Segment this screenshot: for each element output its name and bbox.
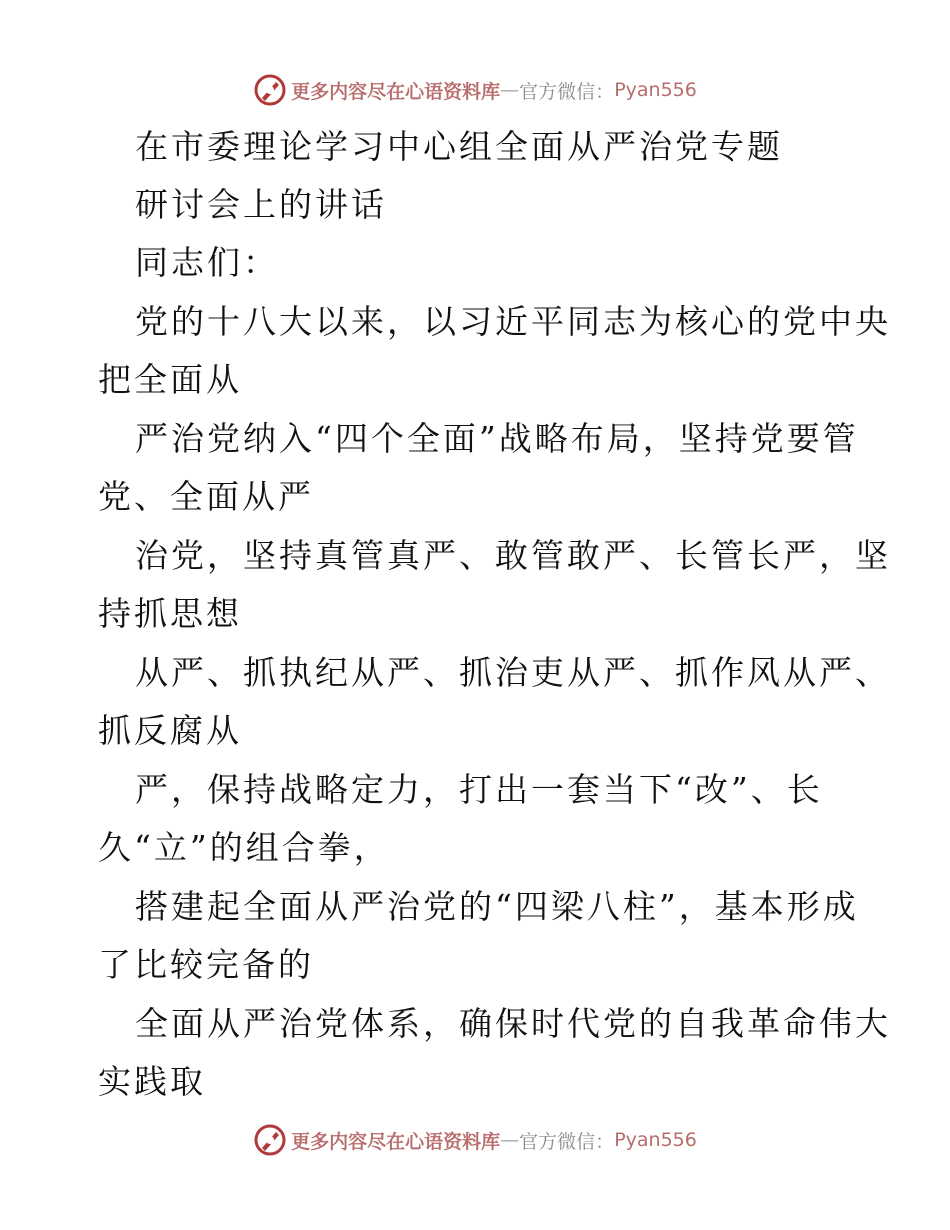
paragraph-line: 党、全面从严 xyxy=(98,477,314,516)
watermark-wechat-id: Pyan556 xyxy=(614,79,697,101)
paragraph-line: 治党，坚持真管真严、敢管敢严、长管长严，坚 xyxy=(135,536,891,575)
paragraph-line: 从严、抓执纪从严、抓治吏从严、抓作风从严、 xyxy=(135,653,891,692)
paragraph-line: 持抓思想 xyxy=(98,594,242,633)
header-watermark xyxy=(0,70,950,110)
paragraph-line: 久“立”的组合拳， xyxy=(98,828,390,867)
watermark-main-text: 更多内容尽在心语资料库 xyxy=(291,80,501,103)
paragraph-line: 严，保持战略定力，打出一套当下“改”、长 xyxy=(135,770,823,809)
paragraph-line: 党的十八大以来，以习近平同志为核心的党中央 xyxy=(135,302,891,341)
paragraph-line: 实践取 xyxy=(98,1062,206,1101)
watermark-sub-text: 官方微信： xyxy=(519,80,615,103)
footer-watermark xyxy=(0,1120,950,1160)
pen-circle-logo-icon xyxy=(253,73,287,107)
paragraph-line: 搭建起全面从严治党的“四梁八柱”，基本形成 xyxy=(135,887,859,926)
watermark-sub-text: 官方微信： xyxy=(519,1130,615,1153)
paragraph-line: 全面从严治党体系，确保时代党的自我革命伟大 xyxy=(135,1004,891,1043)
watermark-wechat-id: Pyan556 xyxy=(614,1129,697,1151)
paragraph-line: 把全面从 xyxy=(98,360,242,399)
watermark-main-text: 更多内容尽在心语资料库 xyxy=(291,1130,501,1153)
pen-circle-logo-icon xyxy=(253,1123,287,1157)
document-title-line-2: 研讨会上的讲话 xyxy=(135,185,387,224)
paragraph-line: 了比较完备的 xyxy=(98,945,314,984)
document-title-line-1: 在市委理论学习中心组全面从严治党专题 xyxy=(135,127,783,166)
watermark-dash: — xyxy=(500,1129,520,1151)
watermark-dash: — xyxy=(500,79,520,101)
salutation: 同志们： xyxy=(135,243,279,282)
paragraph-line: 抓反腐从 xyxy=(98,711,242,750)
paragraph-line: 严治党纳入“四个全面”战略布局，坚持党要管 xyxy=(135,419,859,458)
